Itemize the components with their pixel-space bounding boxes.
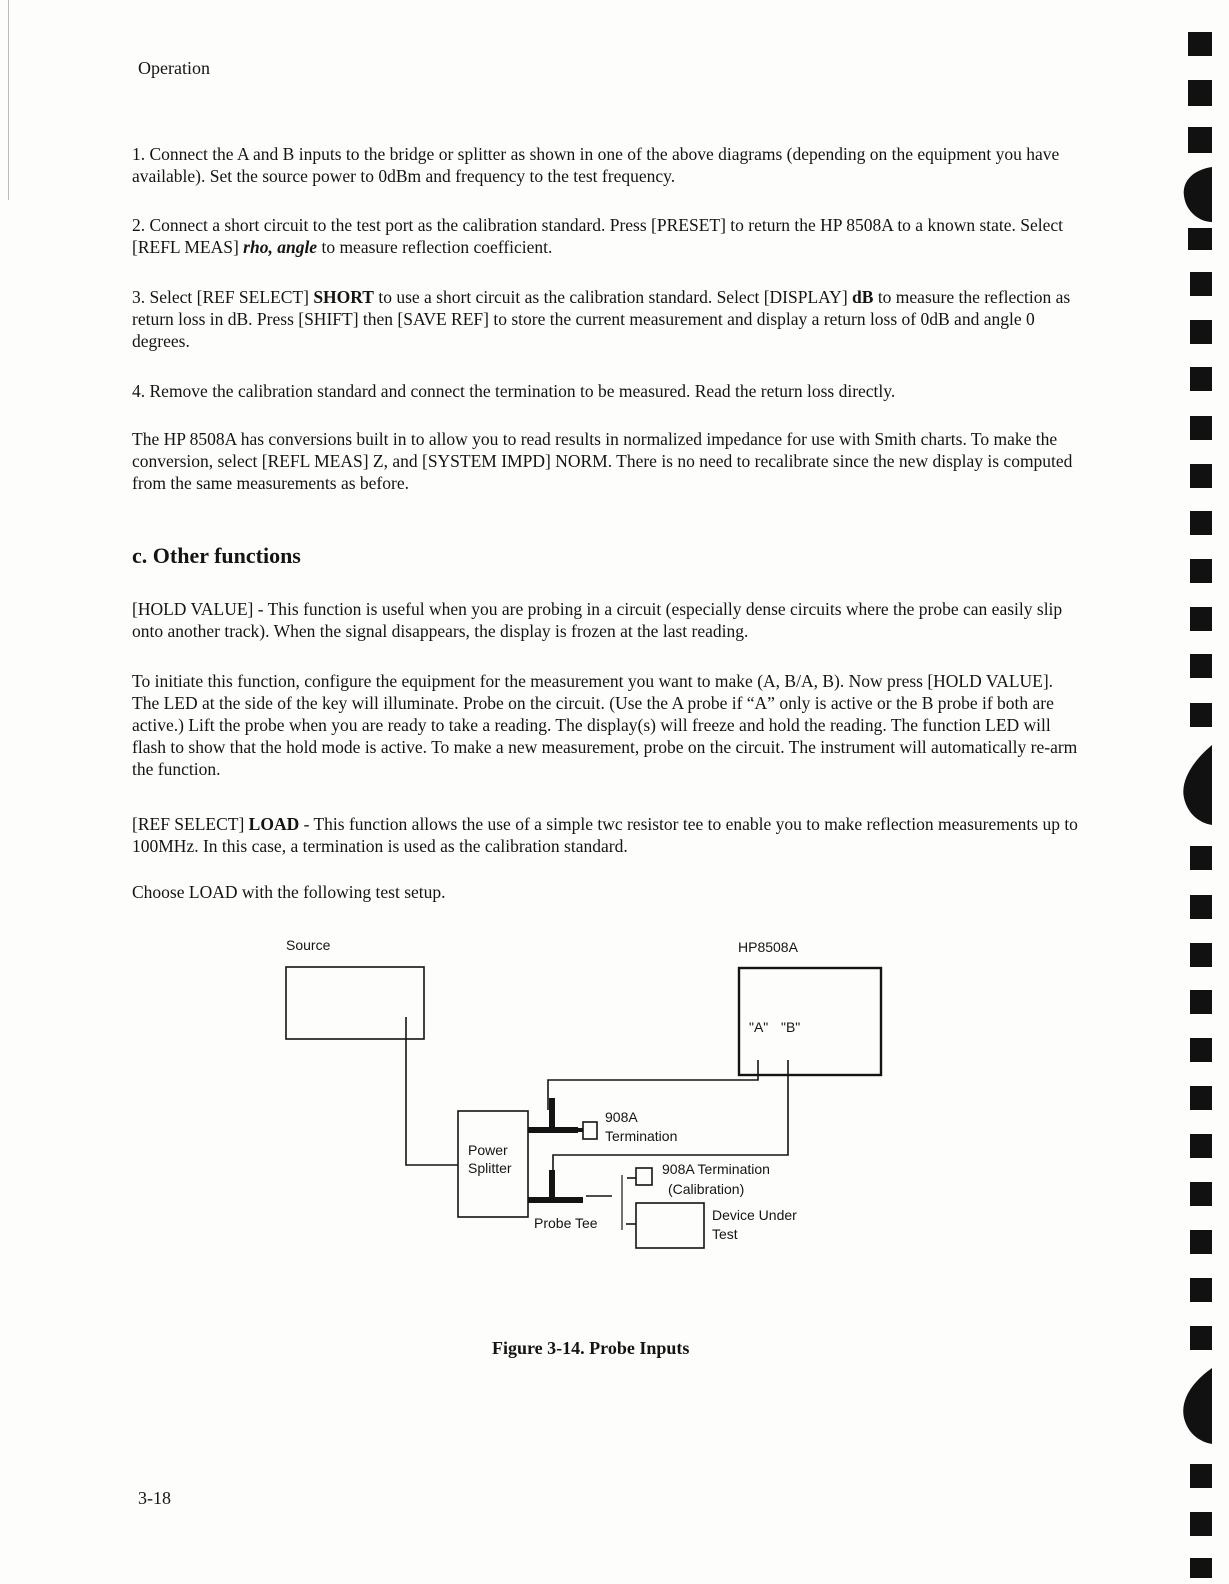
splitter-label-line1: Power	[468, 1142, 508, 1158]
source-label: Source	[286, 937, 331, 953]
source-box	[286, 967, 424, 1039]
input-a-label: "A"	[749, 1019, 769, 1035]
section-heading: c. Other functions	[132, 543, 301, 568]
running-head: Operation	[138, 58, 210, 78]
input-b-cable	[553, 1060, 788, 1195]
instrument-box	[739, 968, 881, 1075]
hold-value-paragraph: [HOLD VALUE] - This function is useful when you are probing in a circuit (especially dense circuits where the probe can easily slip onto another track). When the signal disappears, the display is frozen at the last reading.	[132, 599, 1063, 641]
conversion-note: The HP 8508A has conversions built in to allow you to read results in normalized impedance for use with Smith charts. To make the conversion, select [REFL MEAS] Z, and [SYSTEM IMPD] NORM. There is no need to recalibrate since the new display is computed from the same measurements as before.	[132, 429, 1073, 493]
instrument-label: HP8508A	[738, 939, 798, 955]
power-splitter-box	[458, 1111, 528, 1217]
splitter-label-line2: Splitter	[468, 1160, 512, 1176]
step-3: 3. Select [REF SELECT] SHORT to use a short circuit as the calibration standard. Select [DISPLAY] dB to measure the reflection as return loss in dB. Press [SHIFT] then [SAVE REF] to store the current measurement and display a return loss of 0dB and angle 0 degrees.	[132, 287, 1071, 351]
input-b-label: "B"	[781, 1019, 801, 1035]
scan-edge-line	[8, 0, 9, 200]
dut-label-line1: Device Under	[712, 1207, 797, 1223]
device-under-test-box	[636, 1203, 704, 1248]
step-1: 1. Connect the A and B inputs to the bridge or splitter as shown in one of the above diagrams (depending on the equipment you have available). Set the source power to 0dBm and frequency to the test frequency.	[132, 144, 1060, 186]
source-cable	[406, 1017, 458, 1165]
probe-tee-label: Probe Tee	[534, 1215, 598, 1231]
choose-load-line: Choose LOAD with the following test setup.	[132, 882, 446, 902]
cal-termination-box	[636, 1168, 652, 1185]
page-number: 3-18	[138, 1488, 171, 1508]
dut-label-line2: Test	[712, 1226, 738, 1242]
ref-select-load-paragraph: [REF SELECT] LOAD - This function allows the use of a simple twc resistor tee to enable you to make reflection measurements up to 100MHz. In this case, a termination is used as the calibration standard.	[132, 814, 1078, 856]
figure-caption: Figure 3-14. Probe Inputs	[492, 1338, 690, 1358]
initiate-paragraph: To initiate this function, configure the equipment for the measurement you want to make (A, B/A, B). Now press [HOLD VALUE]. The LED at the side of the key will illuminate. Probe on the circuit. (Use the A probe if “A” only is active or the B probe if both are active.) Lift the probe when you are ready to take a reading. The display(s) will freeze and hold the reading. The function LED will flash to show that the hold mode is active. To make a new measurement, probe on the circuit. The instrument will automatically re-arm the function.	[132, 671, 1078, 779]
cal-termination-label-line1: 908A Termination	[662, 1161, 770, 1177]
termination-box	[583, 1122, 597, 1139]
step-2: 2. Connect a short circuit to the test port as the calibration standard. Press [PRESET] to return the HP 8508A to a known state. Select [REFL MEAS] rho, angle to measure reflection coefficient.	[132, 215, 1064, 257]
step-4: 4. Remove the calibration standard and connect the termination to be measured. Read the return loss directly.	[132, 381, 896, 401]
termination-label-line2: Termination	[605, 1128, 678, 1144]
splitter-output-a	[528, 1127, 578, 1133]
probe-tee-bar	[528, 1197, 583, 1203]
cal-termination-label-line2: (Calibration)	[668, 1181, 745, 1197]
input-a-cable	[548, 1060, 758, 1110]
termination-label-line1: 908A	[605, 1109, 638, 1125]
